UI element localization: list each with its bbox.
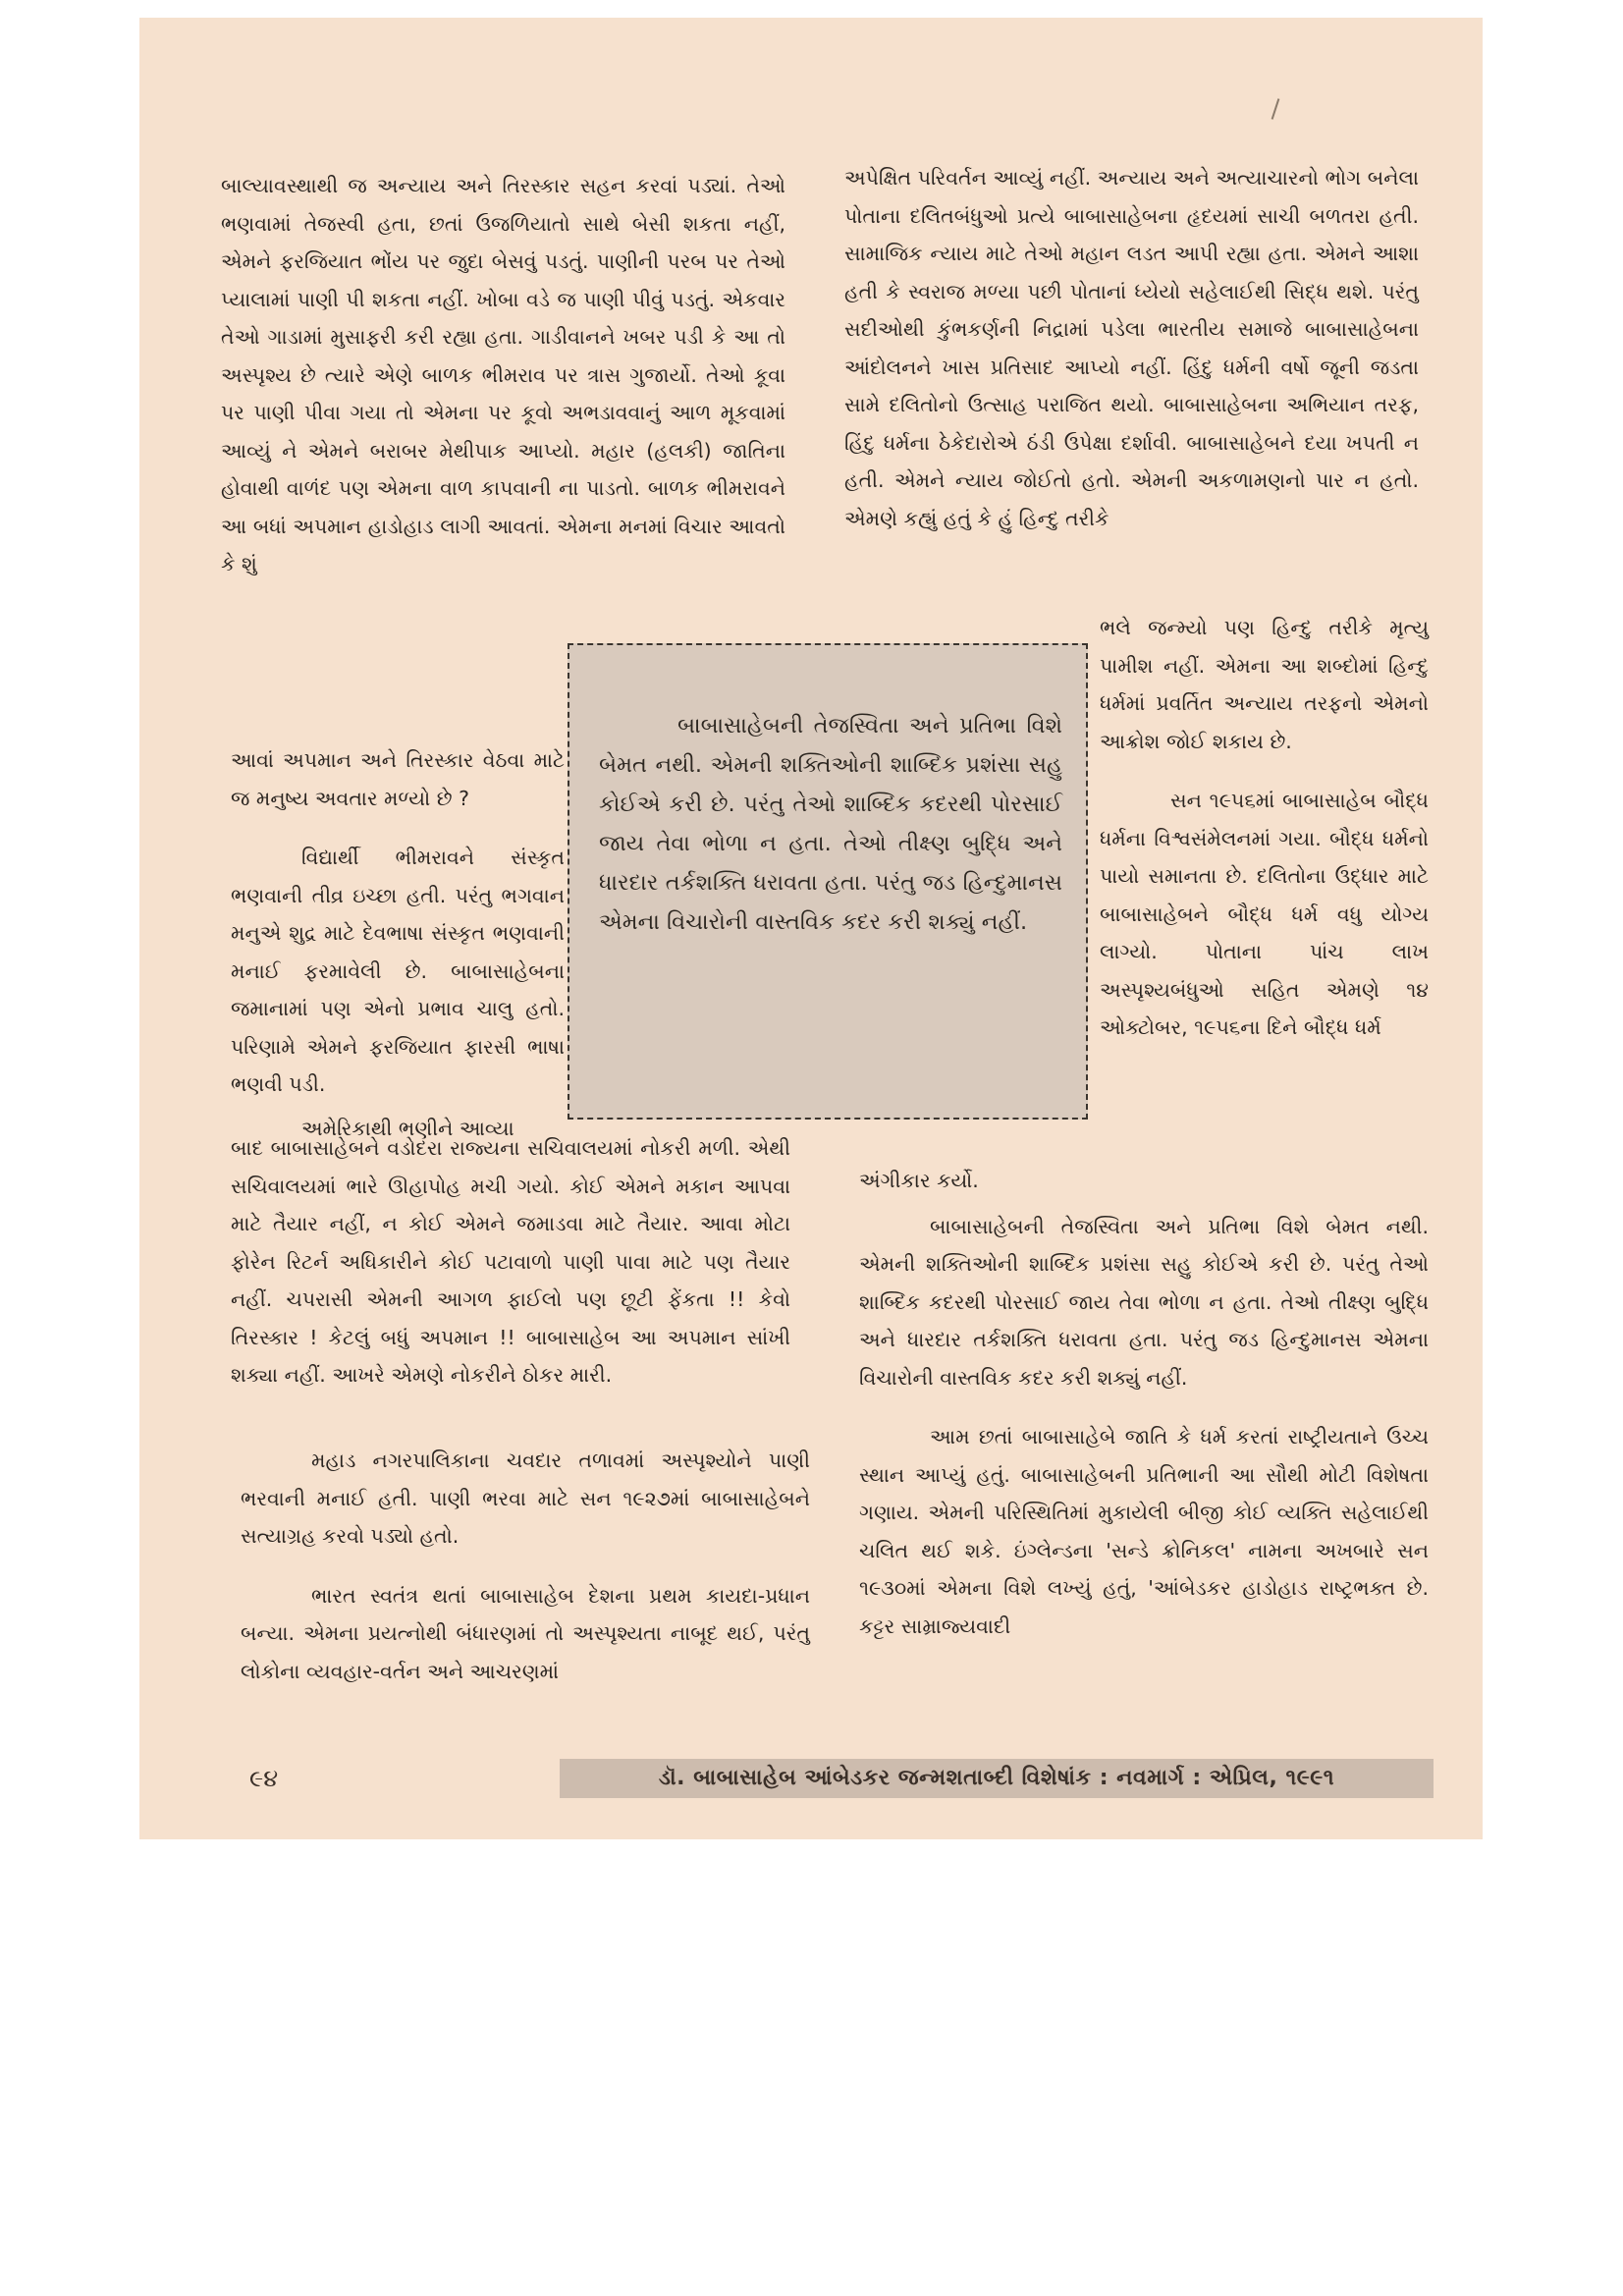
column-right-top [844,159,1419,537]
paragraph: આવાં અપમાન અને તિરસ્કાર વેઠવા માટે જ મનુષ્ય અવતાર મળ્યો છે ? [231,748,565,810]
running-footer: ડૉ. બાબાસાહેબ આંબેડકર જન્મશતાબ્દી વિશેષાંક : નવમાર્ગ : એપ્રિલ, ૧૯૯૧ [560,1759,1434,1798]
column-left-top [221,167,785,583]
paragraph: મહાડ નગરપાલિકાના ચવદાર તળાવમાં અસ્પૃશ્યોને પાણી ભરવાની મનાઈ હતી. પાણી ભરવા માટે સન ૧૯૨૭માં બાબાસાહેબને સત્યાગ્રહ કરવો પડ્યો હતો. [241,1449,810,1548]
paragraph: બાલ્યાવસ્થાથી જ અન્યાય અને તિરસ્કાર સહન કરવાં પડ્યાં. તેઓ ભણવામાં તેજસ્વી હતા, છતાં ઉજળિયાતો સાથે બેસી શકતા નહીં, એમને ફરજિયાત ભોંય પર જુદા બેસવું પડતું. પાણીની પરબ પર તેઓ પ્યાલામાં પાણી પી શકતા નહીં. ખોબા વડે જ પાણી પીવું પડતું. એકવાર તેઓ ગાડામાં મુસાફરી કરી રહ્યા હતા. ગાડીવાનને ખબર પડી કે આ તો અસ્પૃશ્ય છે ત્યારે એણે બાળક ભીમરાવ પર ત્રાસ ગુજાર્યો. તેઓ કૂવા પર પાણી પીવા ગયા તો એમના પર કૂવો અભડાવવાનું આળ મૂકવામાં આવ્યું ને એમને બરાબર મેથીપાક આપ્યો. મહાર (હલકી) જાતિના હોવાથી વાળંદ પણ એમના વાળ કાપવાની ના પાડતો. બાળક ભીમરાવને આ બધાં અપમાન હાડોહાડ લાગી આવતાં. એમના મનમાં વિચાર આવતો કે શું [221,174,785,575]
paragraph: બાદ બાબાસાહેબને વડોદરા રાજ્યના સચિવાલયમાં નોકરી મળી. એથી સચિવાલયમાં ભારે ઊહાપોહ મચી ગયો. કોઈ એમને મકાન આપવા માટે તૈયાર નહીં, ન કોઈ એમને જમાડવા માટે તૈયાર. આવા મોટા ફોરેન રિટર્ન અધિકારીને કોઈ પટાવાળો પાણી પાવા માટે પણ તૈયાર નહીં. ચપરાસી એમની આગળ ફાઈલો પણ છૂટી ફેંકતા !! કેવો તિરસ્કાર ! કેટલું બધું અપમાન !! બાબાસાહેબ આ અપમાન સાંખી શક્યા નહીં. આખરે એમણે નોકરીને ઠોકર મારી. [231,1136,790,1387]
paragraph: ભલે જન્મ્યો પણ હિન્દુ તરીકે મૃત્યુ પામીશ નહીં. એમના આ શબ્દોમાં હિન્દુ ધર્મમાં પ્રવર્તિત અન્યાય તરફનો એમનો આક્રોશ જોઈ શકાય છે. [1100,616,1429,753]
paragraph: સન ૧૯૫૬માં બાબાસાહેબ બૌદ્ધ ધર્મના વિશ્વસંમેલનમાં ગયા. બૌદ્ધ ધર્મનો પાયો સમાનતા છે. દલિતોના ઉદ્ધાર માટે બાબાસાહેબને બૌદ્ધ ધર્મ વધુ યોગ્ય લાગ્યો. પોતાના પાંચ લાખ અસ્પૃશ્યબંધુઓ સહિત એમણે ૧૪ ઓક્ટોબર, ૧૯૫૬ના દિને બૌદ્ધ ધર્મ [1100,789,1429,1039]
pull-quote-text: બાબાસાહેબની તેજસ્વિતા અને પ્રતિભા વિશે બેમત નથી. એમની શક્તિઓની શાબ્દિક પ્રશંસા સહુ કોઈએ કરી છે. પરંતુ તેઓ શાબ્દિક કદરથી પોરસાઈ જાય તેવા ભોળા ન હતા. તેઓ તીક્ષ્ણ બુદ્ધિ અને ધારદાર તર્કશક્તિ ધરાવતા હતા. પરંતુ જડ હિન્દુમાનસ એમના વિચારોની વાસ્તવિક કદર કરી શક્યું નહીં. [599,713,1062,935]
column-left-end [241,1442,810,1690]
paragraph: બાબાસાહેબની તેજસ્વિતા અને પ્રતિભા વિશે બેમત નથી. એમની શક્તિઓની શાબ્દિક પ્રશંસા સહુ કોઈએ કરી છે. પરંતુ તેઓ શાબ્દિક કદરથી પોરસાઈ જાય તેવા ભોળા ન હતા. તેઓ તીક્ષ્ણ બુદ્ધિ અને ધારદાર તર્કશક્તિ ધરાવતા હતા. પરંતુ જડ હિન્દુમાનસ એમના વિચારોની વાસ્તવિક કદર કરી શક્યું નહીં. [859,1214,1429,1390]
paragraph: ભારત સ્વતંત્ર થતાં બાબાસાહેબ દેશના પ્રથમ કાયદા-પ્રધાન બન્યા. એમના પ્રયત્નોથી બંધારણમાં તો અસ્પૃશ્યતા નાબૂદ થઈ, પરંતુ લોકોના વ્યવહાર-વર્તન અને આચરણમાં [241,1583,810,1683]
paragraph: અમેરિકાથી ભણીને આવ્યા [301,1116,514,1140]
page-number: ૯૪ [249,1765,279,1792]
paragraph: આમ છતાં બાબાસાહેબે જાતિ કે ધર્મ કરતાં રાષ્ટ્રીયતાને ઉચ્ચ સ્થાન આપ્યું હતું. બાબાસાહેબની પ્રતિભાની આ સૌથી મોટી વિશેષતા ગણાય. એમની પરિસ્થિતિમાં મુકાયેલી બીજી કોઈ વ્યક્તિ સહેલાઈથી ચલિત થઈ શકે. ઇંગ્લેન્ડના 'સન્ડે ક્રોનિકલ' નામના અખબારે સન ૧૯૩૦માં એમના વિશે લખ્યું હતું, 'આંબેડકર હાડોહાડ રાષ્ટ્રભક્ત છે. કટ્ટર સામ્રાજ્યવાદી [859,1425,1429,1638]
column-left-wrap [231,741,565,1147]
column-left-bottom [231,1129,790,1394]
paragraph: અંગીકાર કર્યો. [859,1169,979,1192]
pull-quote-box [568,643,1088,1120]
column-right-wrap [1100,609,1429,1047]
paragraph: વિદ્યાર્થી ભીમરાવને સંસ્કૃત ભણવાની તીવ્ર ઇચ્છા હતી. પરંતુ ભગવાન મનુએ શુદ્ર માટે દેવભાષા સંસ્કૃત ભણવાની મનાઈ ફરમાવેલી છે. બાબાસાહેબના જમાનામાં પણ એનો પ્રભાવ ચાલુ હતો. પરિણામે એમને ફરજિયાત ફારસી ભાષા ભણવી પડી. [231,846,565,1096]
paragraph: અપેક્ષિત પરિવર્તન આવ્યું નહીં. અન્યાય અને અત્યાચારનો ભોગ બનેલા પોતાના દલિતબંધુઓ પ્રત્યે બાબાસાહેબના હૃદયમાં સાચી બળતરા હતી. સામાજિક ન્યાય માટે તેઓ મહાન લડત આપી રહ્યા હતા. એમને આશા હતી કે સ્વરાજ મળ્યા પછી પોતાનાં ધ્યેયો સહેલાઈથી સિદ્ધ થશે. પરંતુ સદીઓથી કુંભકર્ણની નિદ્રામાં પડેલા ભારતીય સમાજે બાબાસાહેબના આંદોલનને ખાસ પ્રતિસાદ આપ્યો નહીં. હિંદુ ધર્મની વર્ષો જૂની જડતા સામે દલિતોનો ઉત્સાહ પરાજિત થયો. બાબાસાહેબના અભિયાન તરફ, હિંદુ ધર્મના ઠેકેદારોએ ઠંડી ઉપેક્ષા દર્શાવી. બાબાસાહેબને દયા ખપતી ન હતી. એમને ન્યાય જોઈતો હતો. એમની અકળામણનો પાર ન હતો. એમણે કહ્યું હતું કે હું હિન્દુ તરીકે [844,166,1419,530]
column-right-bottom [859,1162,1429,1645]
